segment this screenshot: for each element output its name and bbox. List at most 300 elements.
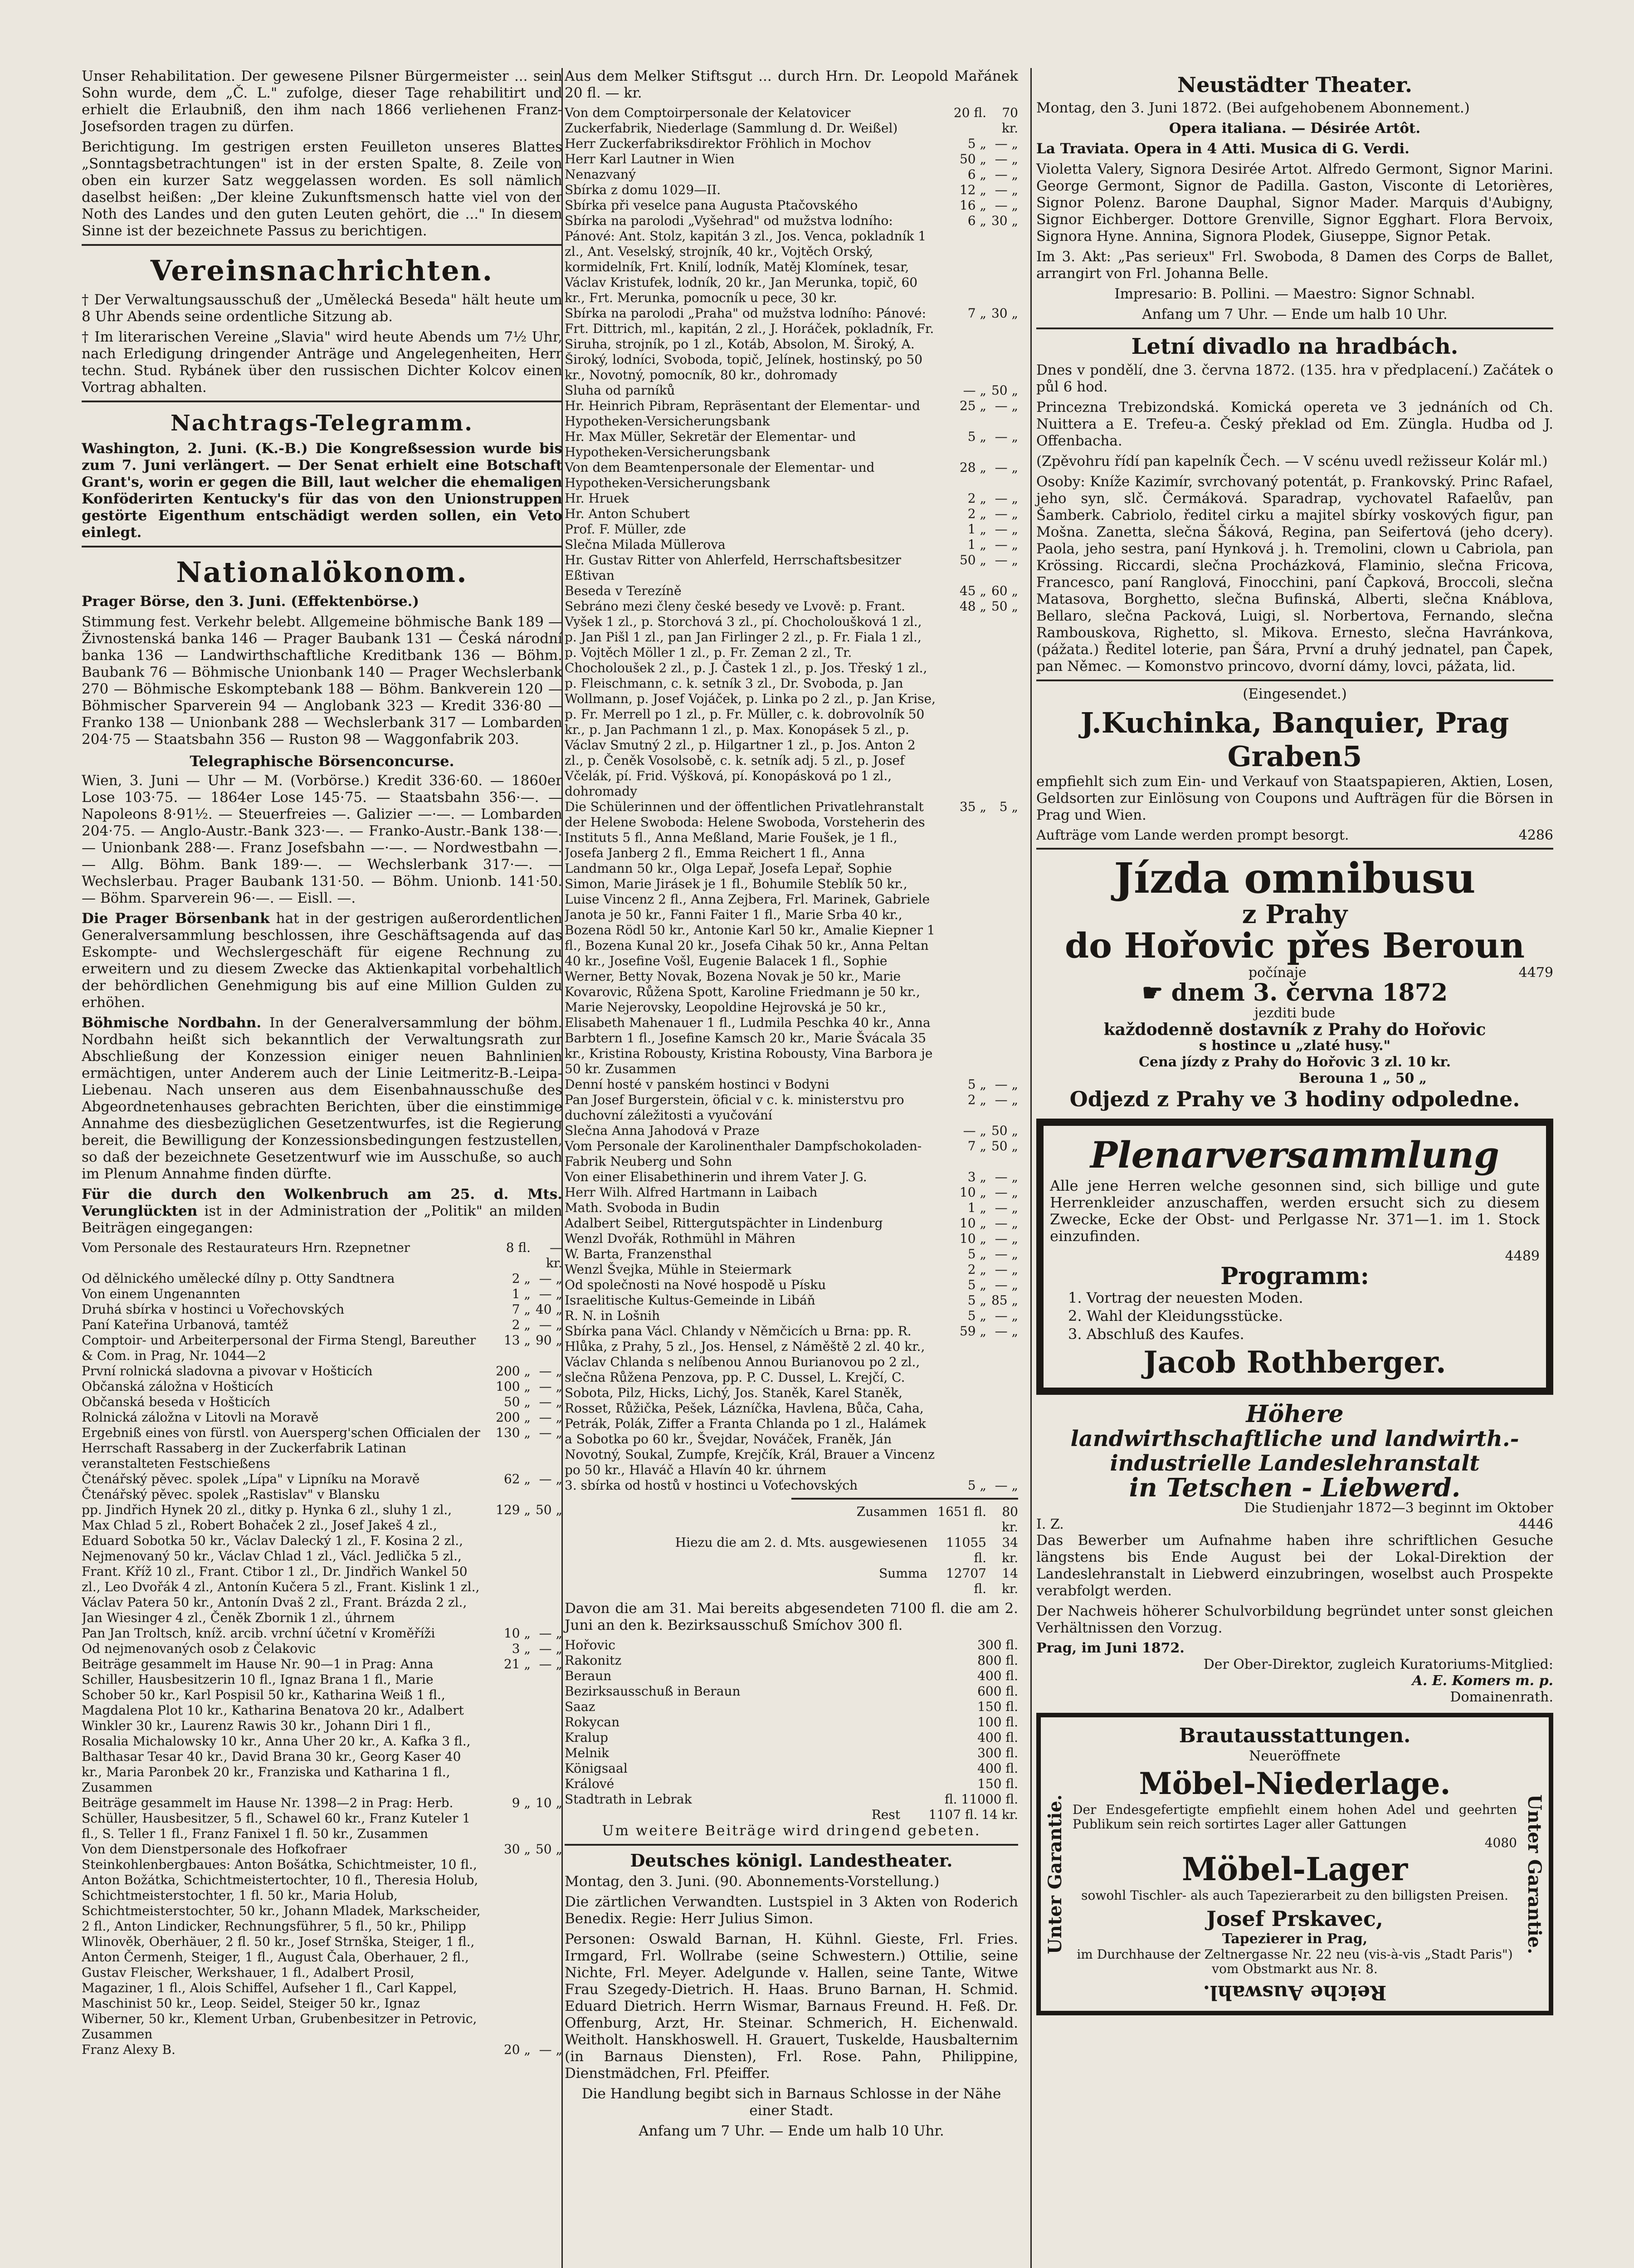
theater-cast: Personen: Oswald Barnan, H. Kühnl. Gieste, Frl. Fries. Irmgard, Frl. Wollrabe (seine Schwestern.) Ottilie, seine Nichte, Frl. Meyer. Adelgunde v. Hallen, seine Tante, Witwe Frau Szegedy-Dietrich. H. Haas. Bruno Barnan, H. Schmid. Eduard Dietrich. Herrn Wismar, Barnaus Freund. H. Feß. Dr. Offenburg, Arzt, Hr. Steinar. Schmerich, H. Eichenwald. Weitholt. Hanskhoswell. H. Grauert, Tuskelde, Hausbalternim (in Barnaus Diensten), Frl. Rose. Pahn, Philippine, Dienstmädchen, Frl. Pfeiffer. — [565, 1931, 1018, 2082]
donation-name: R. N. in Lošnih — [565, 1308, 660, 1323]
divider — [82, 546, 562, 547]
hoehere-line3: industrielle Landeslehranstalt — [1110, 1451, 1480, 1476]
boerse-head: Prager Börse, den 3. Juni. (Effektenbörse.) — [82, 593, 419, 610]
braut-addr: im Durchhause der Zeltnergasse Nr. 22 neu (vis-à-vis „Stadt Paris") vom Obstmarkt aus Nr. 8. — [1077, 1947, 1513, 1976]
total-row: Hiezu die am 2. d. Mts. ausgewiesenen 11055 fl. 34 kr. — [675, 1535, 1018, 1565]
donation-row — [565, 1277, 1018, 1293]
donation-amount-fl: 300 fl. — [977, 1745, 1018, 1760]
donation-row — [565, 1293, 1018, 1308]
donation-row — [82, 1410, 562, 1425]
donation-name: W. Barta, Franzensthal — [565, 1246, 712, 1261]
divider — [791, 1498, 1018, 1500]
braut-store: Möbel-Niederlage. — [1139, 1766, 1451, 1801]
donation-amount-kr: — „ — [995, 1478, 1018, 1493]
hoehere-text2: Der Nachweis höherer Schulvorbildung begründet unter sonst gleichen Verhältnissen den Vorzug. — [1036, 1603, 1553, 1636]
donation-row — [565, 398, 1018, 429]
section-title-nachtrag: Nachtrags-Telegramm. — [171, 411, 473, 436]
jizda-service: každodenně dostavník z Prahy do Hořovic — [1103, 1020, 1486, 1039]
donation-amount-fl: 5 „ — [967, 1478, 986, 1493]
divider — [1036, 679, 1553, 681]
donation-row — [565, 383, 1018, 398]
donation-amount-fl: 5 „ — [967, 1246, 986, 1261]
donation-amount-kr: 10 „ — [535, 1795, 562, 1810]
donation-row — [565, 1684, 1018, 1699]
donation-row — [565, 1637, 1018, 1653]
donation-row — [565, 1668, 1018, 1684]
donation-row — [565, 1139, 1018, 1169]
hoehere-title2: Domainenrath. — [1450, 1689, 1553, 1705]
donation-amount-kr: — „ — [539, 1364, 562, 1378]
donation-row — [565, 522, 1018, 537]
donation-row — [565, 1761, 1018, 1776]
donation-amount-fl: 400 fl. — [977, 1730, 1018, 1745]
nordbahn-text: In der Generalversammlung der böhm. Nordbahn heißt sich bekanntlich der Verwaltungsrath zur Abschließung der Konzession einiger neuen Bahnlinien ermächtigen, unter Anderem auch der Linie Leitmeritz-B.-Leipa-Liebenau. Nach unseren aus dem Eisenbahnausschuße des Abgeordnetenhauses gebrachten Berichten, über die einstimmige Annahme des diesbezüglichen Gesetzentwurfes, ist die Regierung bereit, die Bewilligung der Konzessionsbedingungen festzustellen, so daß der bezeichnete Gesetzentwurf wie im Ausschuße, so auch im Plenum Annahme finden dürfte. — [82, 1015, 562, 1182]
donation-row — [82, 1271, 562, 1286]
donation-name: Math. Svoboda in Budin — [565, 1200, 720, 1215]
donation-amount-kr: — „ — [995, 1231, 1018, 1246]
donation-amount-fl: 50 „ — [959, 552, 986, 567]
donation-row — [565, 506, 1018, 522]
donation-row — [565, 1092, 1018, 1123]
donation-amount-fl: 5 „ — [967, 1293, 986, 1308]
donation-name: Vom Personale des Restaurateurs Hrn. Rzepnetner — [82, 1240, 410, 1255]
programm-item: 3. Abschluß des Kaufes. — [1068, 1325, 1244, 1343]
donation-amount-kr: 50 „ — [535, 1502, 562, 1517]
donation-row — [82, 1302, 562, 1317]
donation-row — [565, 1776, 1018, 1792]
theater-times: Anfang um 7 Uhr. — Ende um halb 10 Uhr. — [639, 2123, 944, 2139]
donation-row — [565, 198, 1018, 213]
donation-amount-kr: — „ — [995, 152, 1018, 166]
donation-amount-kr: — „ — [995, 1077, 1018, 1092]
donation-name: Ergebniß eines von fürstl. von Auersperg'schen Officialen der Herrschaft Rassaberg in der Zuckerfabrik Latinan veranstalteten Festschießens — [82, 1425, 480, 1471]
donation-amount-kr: — „ — [995, 1169, 1018, 1184]
donation-name: Druhá sbírka v hostinci u Vořechovských — [82, 1302, 345, 1317]
donation-amount-fl: 7 „ — [512, 1302, 531, 1317]
donation-amount-fl: 10 „ — [959, 1231, 986, 1246]
donation-name: Občanská záložna v Hošticích — [82, 1379, 273, 1394]
programm-item: 1. Vortrag der neuesten Moden. — [1068, 1289, 1303, 1306]
donation-amount-kr: — „ — [539, 1626, 562, 1641]
total-row: Zusammen 1651 fl. 80 kr. — [856, 1504, 1018, 1535]
donation-amount-kr: — „ — [539, 1425, 562, 1440]
hoehere-iz: I. Z. — [1036, 1516, 1064, 1532]
donation-name: Königsaal — [565, 1761, 628, 1776]
donation-amount-kr: — „ — [995, 1324, 1018, 1339]
donation-name: Von dem Dienstpersonale des Hofkofraer Steinkohlenbergbaues: Anton Bošátka, Schichtmeister, 10 fl., Anton Božátka, Schichtmeistertochter, 10 fl., Theresia Holub, Schichtmeisterstochter, 1 fl. 50 kr., Maria Holub, Schichtmeisterstochter, 50 kr., Johann Mladek, Markscheider, 2 fl., Anton Lindicker, Rechnungsführer, 5 fl., 50 kr., Philipp Wlinověk, Oberhäuer, 2 fl. 50 kr., Josef Strnška, Steiger, 1 fl., Anton Čermenh, Steiger, 1 fl., August Čala, Oberhauer, 2 fl., Gustav Fleischer, Werkshauer, 1 fl., Adalbert Prosil, Magaziner, 1 fl., Alois Schiffel, Aufseher 1 fl., Carl Kappel, Maschinist 50 kr., Leop. Seidel, Steiger 50 kr., Ignaz Wiberner, 50 kr., Klement Urban, Grubenbesitzer in Petrovic, Zusammen — [82, 1842, 481, 2042]
pointing-hand-icon: ☛ — [1141, 979, 1171, 1007]
donation-amount-fl: 50 „ — [503, 1394, 531, 1409]
tele-text: Wien, 3. Juni — Uhr — M. (Vorbörse.) Kredit 336·60. — 1860er Lose 103·75. — 1864er Lose 145·75. — Staatsbahn 356·—. — Napoleons 8·91½. — Steuerfreies —. Galizier —·—. — Lombarden 204·75. — Anglo-Austr.-Bank 323·—. — Franko-Austr.-Bank 138·—. — Unionbank 288·—. Franz Josefsbahn —·—. — Nordwestbahn —. — Allg. Böhm. Bank 189·—. — Wechslerbank 317·—. — Wechslerbau. Prager Baubank 131·50. — Böhm. Unionb. 141·50. — Böhm. Sparverein 96·—. — Eisll. —. — [82, 772, 562, 906]
boerse-text: Stimmung fest. Verkehr belebt. Allgemeine böhmische Bank 189 — Živnostenská banka 146 — Prager Baubank 131 — Česká národní banka 136 — Landwirthschaftliche Kreditbank 136 — Böhm. Baubank 76 — Böhmische Unionbank 140 — Prager Wechslerbank 270 — Böhmische Eskomptebank 188 — Böhm. Bankverein 120 — Böhmischer Sparverein 94 — Anglobank 323 — Kredit 336·80 — Franko 138 — Unionbank 288 — Wechslerbank 317 — Lombarden 204·75 — Staatsbahn 356 — Ruston 98 — Waggonfabrik 203. — [82, 614, 562, 748]
donation-amount-kr: — „ — [995, 398, 1018, 413]
donation-name: Melnik — [565, 1745, 610, 1760]
donation-row — [82, 1425, 562, 1471]
donation-amount-fl: 9 „ — [512, 1795, 531, 1810]
donation-amount-fl: 3 „ — [512, 1641, 531, 1656]
donation-name: Beiträge gesammelt im Hause Nr. 1398—2 in Prag: Herb. Schüller, Hausbesitzer, 5 fl., Schawel 60 kr., Franz Kuteler 1 fl., S. Teller 1 fl., Franz Fanixel 1 fl. 50 kr., Zusammen — [82, 1795, 471, 1841]
divider — [1036, 327, 1553, 329]
donation-name: Čtenářský pěvec. spolek „Rastislav" v Blansku — [82, 1487, 380, 1502]
donation-row — [565, 599, 1018, 799]
donation-row — [565, 1308, 1018, 1324]
donation-name: Saaz — [565, 1699, 595, 1714]
donation-name: Israelitische Kultus-Gemeinde in Libáň — [565, 1293, 815, 1308]
donation-row — [565, 583, 1018, 599]
tele-head: Telegraphische Börsenconcurse. — [190, 753, 454, 770]
kuchinka-text2: Aufträge vom Lande werden prompt besorgt. — [1036, 827, 1349, 843]
donation-name: Herr Zuckerfabriksdirektor Fröhlich in Mochov — [565, 136, 871, 151]
donation-amount-fl: 8 fl. — [506, 1240, 531, 1255]
neust-play: La Traviata. Opera in 4 Atti. Musica di G. Verdi. — [1036, 141, 1410, 157]
donation-name: Hr. Gustav Ritter von Ahlerfeld, Herrschaftsbesitzer Eßtivan — [565, 552, 902, 583]
donation-amount-kr: — „ — [539, 1394, 562, 1409]
theater-play: Die zärtlichen Verwandten. Lustspiel in 3 Akten von Roderich Benedix. Regie: Herr Julius Simon. — [565, 1894, 1018, 1927]
donation-name: Franz Alexy B. — [82, 2042, 176, 2057]
donation-amount-kr: 50 „ — [991, 383, 1018, 398]
column-3 — [1036, 68, 1553, 2023]
braut-text: Der Endesgefertigte empfiehlt einem hohen Adel und geehrten Publikum sein reich sortirtes Lager aller Gattungen — [1073, 1802, 1517, 1832]
jizda-depart: Odjezd z Prahy ve 3 hodiny odpoledne. — [1069, 1087, 1520, 1111]
donation-row — [82, 1626, 562, 1641]
braut-side-right: Unter Garantie. — [1524, 1794, 1545, 1955]
divider — [565, 1844, 1018, 1846]
column-1 — [82, 68, 562, 2058]
donation-row — [565, 1478, 1018, 1493]
donation-list — [82, 1240, 562, 2058]
donation-amount-fl: 30 „ — [503, 1842, 531, 1857]
donation-amount-kr: — „ — [995, 136, 1018, 151]
donation-amount-kr: — „ — [995, 460, 1018, 475]
donation-amount-kr: — „ — [995, 198, 1018, 213]
donation-amount-kr: — „ — [995, 1246, 1018, 1261]
donation-amount-kr: — „ — [995, 491, 1018, 506]
donation-row — [565, 1699, 1018, 1715]
donation-name: Pan Jan Troltsch, kníž. arcib. vrchní účetní v Kroměříži — [82, 1626, 435, 1641]
donation-amount-kr: 50 „ — [535, 1842, 562, 1857]
jizda-date: dnem 3. června 1872 — [1171, 979, 1448, 1007]
braut-num: 4080 — [1484, 1835, 1517, 1850]
donation-amount-fl: 5 „ — [967, 1077, 986, 1092]
nordbahn-head: Böhmische Nordbahn. — [82, 1015, 262, 1031]
donation-amount-kr: — „ — [995, 167, 1018, 182]
donation-amount-fl: 400 fl. — [977, 1668, 1018, 1683]
donation-name: Von einer Elisabethinerin und ihrem Vater J. G. — [565, 1169, 867, 1184]
donation-row — [565, 306, 1018, 383]
braut-lager: Möbel-Lager — [1181, 1850, 1408, 1888]
donation-name: První rolnická sladovna a pivovar v Hošticích — [82, 1364, 373, 1378]
donation-name: Denní hosté v panském hostinci v Bodyni — [565, 1077, 829, 1092]
kuchinka-title: J.Kuchinka, Banquier, Prag Graben5 — [1080, 706, 1509, 773]
donation-amount-fl: 7 „ — [967, 1139, 986, 1154]
theater-date: Montag, den 3. Juni. (90. Abonnements-Vorstellung.) — [565, 1873, 940, 1890]
donation-row — [82, 1502, 562, 1626]
braut-job: Tapezierer in Prag, — [1222, 1931, 1368, 1947]
donation-amount-kr: 85 „ — [991, 1293, 1018, 1308]
donation-row — [82, 1240, 562, 1271]
jizda-num: 4479 — [1518, 965, 1553, 981]
donation-row — [565, 1169, 1018, 1185]
donation-name: Herr Karl Lautner in Wien — [565, 152, 735, 166]
donation-name: Hořovic — [565, 1637, 615, 1652]
donation-row — [82, 1286, 562, 1302]
donation-amount-kr: — „ — [995, 182, 1018, 197]
hoehere-line2: landwirthschaftliche und landwirth.- — [1070, 1426, 1519, 1452]
donation-amount-kr: — „ — [995, 1216, 1018, 1231]
donation-amount-kr: — „ — [539, 1471, 562, 1486]
letni-play: Princezna Trebizondská. Komická opereta ve 3 jednáních od Ch. Nuittera a E. Trefeu-a. Český překlad od Em. Züngla. Hudba od J. Offenbacha. — [1036, 399, 1553, 449]
hoehere-name: A. E. Komers m. p. — [1412, 1673, 1553, 1689]
donation-row — [82, 1487, 562, 1502]
donation-name: Pan Josef Burgerstein, öficial v c. k. ministerstvu pro duchovní záležitosti a vyučování — [565, 1092, 904, 1123]
donation-name: Od dělnického umělecké dílny p. Otty Sandtnera — [82, 1271, 395, 1286]
divider — [82, 244, 562, 246]
hoehere-text: Das Bewerber um Aufnahme haben ihre schriftlichen Gesuche längstens bis Ende August bei der Lokal-Direktion der Landeslehranstalt in Liebwerd einzubringen, woselbst auch Prospekte verabfolgt werden. — [1036, 1532, 1553, 1599]
hoehere-title: Höhere — [1246, 1400, 1344, 1428]
donation-amount-kr: — „ — [539, 1286, 562, 1301]
donation-name: Herr Wilh. Alfred Hartmann in Laibach — [565, 1185, 818, 1200]
jizda-daily: jezditi bude — [1254, 1005, 1336, 1021]
braut-name: Josef Prskavec, — [1206, 1906, 1383, 1931]
boerse-bank-head: Die Prager Börsenbank — [82, 910, 270, 927]
article-intro: Unser Rehabilitation. Der gewesene Pilsner Bürgermeister ... sein Sohn wurde, dem „Č. L." zufolge, dieser Tage rehabilitirt und erhielt die Erlaubniß, den ihm nach 1866 verliehenen Franz-Josefsorden tragen zu dürfen. — [82, 68, 562, 135]
donation-name: Comptoir- und Arbeiterpersonal der Firma Stengl, Bareuther & Com. in Prag, Nr. 1044—2 — [82, 1333, 476, 1363]
donation-amount-fl: 3 „ — [967, 1169, 986, 1184]
donation-amount-fl: 2 „ — [512, 1271, 531, 1286]
donation-amount-kr: 50 „ — [991, 599, 1018, 614]
donation-amount-kr: — „ — [539, 1271, 562, 1286]
donation-row — [82, 1379, 562, 1394]
donation-amount-fl: 5 „ — [967, 429, 986, 444]
donation-amount-fl: 1 „ — [967, 537, 986, 552]
divider — [82, 401, 562, 402]
plenar-text: Alle jene Herren welche gesonnen sind, sich billige und gute Herrenkleider anzuschaffen, werden ersucht sich zu diesem Zwecke, Ecke der Obst- und Perlgasse Nr. 371—1. im 1. Stock einzufinden. — [1050, 1177, 1540, 1245]
ad-landeslehranstalt — [1036, 1402, 1553, 1706]
donation-row — [82, 1471, 562, 1487]
column-rule — [1030, 68, 1032, 2268]
kuchinka-num: 4286 — [1518, 827, 1553, 843]
neust-act: Im 3. Akt: „Pas serieux" Frl. Swoboda, 8 Damen des Corps de Ballet, arrangirt von Frl. Johanna Belle. — [1036, 249, 1553, 282]
jizda-price2: Berouna 1 „ 50 „ — [1298, 1070, 1427, 1086]
braut-bottom: Reiche Auswahl. — [1203, 1981, 1387, 2004]
jizda-route: do Hořovic přes Beroun — [1065, 925, 1525, 966]
donation-amount-fl: 7 „ — [967, 306, 986, 321]
donation-name: Beraun — [565, 1668, 612, 1683]
donation-name: Králové — [565, 1776, 615, 1791]
donation-name: Hr. Heinrich Pibram, Repräsentant der Elementar- und Hypotheken-Versicherungsbank — [565, 398, 920, 429]
donation-amount-fl: 130 „ — [496, 1425, 531, 1440]
donation-amount-kr: 50 „ — [991, 1139, 1018, 1154]
donation-name: Kralup — [565, 1730, 608, 1745]
donation-row — [565, 105, 1018, 136]
donation-amount-fl: 45 „ — [959, 583, 986, 598]
nachtrag-text: Washington, 2. Juni. (K.-B.) Die Kongreßsession wurde bis zum 7. Juni verlängert. — Der Senat erhielt eine Botschaft Grant's, worin er gegen die Bill, laut welcher die ehemaligen Konföderirten Kentucky's für das von den Unionstruppen gestörte Eigenthum entschädigt werden sollen, ein Veto einlegt. — [82, 440, 562, 541]
donation-name: Od společnosti na Nové hospodě u Písku — [565, 1277, 826, 1292]
donation-amount-kr: — „ — [995, 1200, 1018, 1215]
jizda-start: počínaje — [1248, 965, 1307, 981]
donation-name: Sbírka na parolodi „Praha" od mužstva lodního: Pánové: Frt. Dittrich, ml., kapitán, 2 zl., J. Horáček, pokladník, Fr. Siruha, strojník, po 1 zl., Kotáb, Absolon, M. Široký, A. Široký, lodníci, Svoboda, topič, Jelínek, hostinský, po 50 kr., Novotný, pomocník, 80 kr., dohromady — [565, 306, 934, 382]
ad-kuchinka — [1036, 706, 1553, 843]
donation-row — [565, 182, 1018, 198]
donation-amount-kr: 40 „ — [535, 1302, 562, 1317]
donation-row — [565, 1231, 1018, 1246]
neust-date: Montag, den 3. Juni 1872. (Bei aufgehobenem Abonnement.) — [1036, 100, 1470, 116]
divider — [1036, 848, 1553, 850]
donation-row — [82, 1842, 562, 2042]
theater-title: Deutsches königl. Landestheater. — [630, 1850, 953, 1871]
donation-amount-kr: 30 „ — [991, 213, 1018, 228]
donation-name: Sbírka při veselce pana Augusta Ptačovského — [565, 198, 858, 213]
donation-name: 3. sbírka od hostů v hostinci u Voťechovských — [565, 1478, 858, 1493]
theater-place: Die Handlung begibt sich in Barnaus Schlosse in der Nähe einer Stadt. — [581, 2086, 1001, 2119]
jizda-title: Jízda omnibusu — [1114, 854, 1476, 903]
donation-row — [565, 1185, 1018, 1200]
hoehere-sig: Der Ober-Direktor, zugleich Kuratoriums-Mitglied: — [1203, 1657, 1553, 1672]
donation-amount-kr: — „ — [995, 1092, 1018, 1107]
donation-amount-fl: 1 „ — [967, 1200, 986, 1215]
donation-amount-kr: — kr. — [546, 1240, 562, 1271]
donation-amount-fl: 25 „ — [959, 398, 986, 413]
donation-row — [82, 1657, 562, 1795]
hoehere-num: 4446 — [1518, 1516, 1553, 1532]
donation-row — [565, 1324, 1018, 1478]
donation-name: Slečna Anna Jahodová v Praze — [565, 1123, 760, 1138]
donation-name: Sbírka z domu 1029—II. — [565, 182, 721, 197]
donation-row — [565, 491, 1018, 506]
donation-name: Rakonitz — [565, 1653, 622, 1668]
donation-amount-fl: 200 „ — [496, 1364, 531, 1378]
donation-row — [565, 1077, 1018, 1092]
letni-date: Dnes v pondělí, dne 3. června 1872. (135. hra v předplacení.) Začátek o půl 6 hod. — [1036, 362, 1553, 395]
braut-title: Brautausstattungen. — [1179, 1724, 1411, 1747]
donation-name: Nenazvaný — [565, 167, 636, 182]
donation-name: Sbírka pana Václ. Chlandy v Němčicích u Brna: pp. R. Hlůka, z Prahy, 5 zl., Jos. Hensel, z Náměště 2 zl. 40 kr., Václav Chlanda s nelíbenou Annou Burianovou po 2 zl., slečna Růžena Penzova, pp. P. C. Dussel, L. Krejčí, C. Sobota, Pilz, Hicks, Lichý, Jos. Staněk, Karel Staněk, Rosset, Růžička, Pešek, Lázníčka, Havlena, Bůča, Caha, Petrák, Polák, Ziffer a Franta Chlanda po 1 zl., Halámek a Sobotka po 60 kr., Švejdar, Nováček, Franěk, Ján Novotný, Soukal, Zumpfe, Krejčík, Král, Brauer a Vincenz po 50 kr., Hlaváč a Hlavín 40 kr. úhrnem — [565, 1324, 935, 1477]
donation-name: pp. Jindřich Hynek 20 zl., ditky p. Hynka 6 zl., sluhy 1 zl., Max Chlad 5 zl., Robert Bohaček 2 zl., Josef Jakeš 4 zl., Eduard Sobotka 50 kr., Václav Dalecký 1 zl., F. Kosina 2 zl., Nejmenovaný 50 kr., Václav Chlad 1 zl., Václ. Jedlička 5 zl., Frant. Kříž 10 zl., Frant. Ctibor 1 zl., Dr. Jindřich Wankel 50 zl., Leo Dvořák 4 zl., Antonín Kučera 5 zl., Frant. Kislink 1 zl., Václav Patera 50 kr., Antonín Dvaš 2 zl., Frant. Brázda 2 zl., Jan Wiesinger 4 zl., Čeněk Zbornik 1 zl., úhrnem — [82, 1502, 480, 1625]
donation-amount-kr: — „ — [995, 537, 1018, 552]
donation-row — [565, 167, 1018, 182]
section-title-vereins: Vereinsnachrichten. — [150, 254, 494, 287]
donation-row — [565, 1216, 1018, 1231]
jizda-hotel: s hostince u „zlaté husy." — [1199, 1038, 1391, 1054]
donation-name: Slečna Milada Müllerova — [565, 537, 726, 552]
donation-amount-fl: 200 „ — [496, 1410, 531, 1425]
donation-amount-kr: 50 „ — [991, 1123, 1018, 1138]
distrib-row: Stadtrath in Lebrak fl. 11000 fl. — [565, 1792, 1018, 1807]
donation-name: Hr. Anton Schubert — [565, 506, 690, 521]
neust-cast: Violetta Valery, Signora Desirée Artot. Alfredo Germont, Signor Marini. George Germont, Signor de Padilla. Gaston, Visconte di Letorières, Signor Polenz. Barone Dauphal, Signor Mader. Marquis d'Aubigny, Signor Eichberger. Dottore Grenville, Signor Egghart. Flora Bervoix, Signora Hyne. Annina, Signora Plodek, Giuseppe, Signor Petak. — [1036, 161, 1553, 244]
donation-amount-fl: 16 „ — [959, 198, 986, 213]
donation-row — [565, 1123, 1018, 1139]
donation-name: Čtenářský pěvec. spolek „Lípa" v Lipníku na Moravě — [82, 1471, 420, 1486]
donation-amount-kr: — „ — [539, 1657, 562, 1672]
donation-amount-fl: 1 „ — [512, 1286, 531, 1301]
donation-amount-kr: — „ — [539, 2042, 562, 2057]
donation-row — [82, 1641, 562, 1657]
donation-name: Vom Personale der Karolinenthaler Dampfschokoladen-Fabrik Neuberg und Sohn — [565, 1139, 922, 1169]
donation-amount-fl: 100 fl. — [977, 1715, 1018, 1730]
donation-amount-kr — [531, 1487, 562, 1502]
donation-amount-fl: 2 „ — [967, 1092, 986, 1107]
neust-imp: Impresario: B. Pollini. — Maestro: Signor Schnabl. — [1114, 286, 1475, 302]
donation-amount-kr: 90 „ — [535, 1333, 562, 1348]
ad-moebel — [1036, 1713, 1553, 2015]
neust-opera: Opera italiana. — Désirée Artôt. — [1169, 120, 1421, 137]
column-2 — [565, 68, 1018, 2143]
donation-amount-fl: 5 „ — [967, 1308, 986, 1323]
letni-cast: Osoby: Kníže Kazimír, svrchovaný potentát, p. Frankovský. Princ Rafael, jeho syn, slč. Čermáková. Sparadrap, vychovatel Rafaelův, pan Šamberk. Cabriolo, ředitel cirku a majitel sbírky voskových figur, pan Mošna. Zanetta, slečna Šáková, Regina, pan Seifertová (jeho dcery). Paola, jeho sestra, paní Hynková j. h. Tremolini, clown u Cabriola, pan Krössing. Riccardi, slečna Procházková, Flaminio, slečna Fricova, Francesco, paní Ranglová, Finocchini, paní Čapková, Broccoli, slečna Matasova, Borghetto, slečna Bufinská, Alberti, slečna Knáblova, Bellaro, slečna Packová, Luigi, sl. Norbertova, Fernando, slečna Rambouskova, Righetto, sl. Mikova. Ernesto, slečna Havránkova, (pážata.) Ředitel loterie, pan Šára, První a druhý jednatel, pan Čapek, pan Němec. — Komonstvo princovo, dvorní dámy, lovci, pážata, lid. — [1036, 474, 1553, 675]
donation-amount-kr: — „ — [995, 1262, 1018, 1277]
vereins-item: † Der Verwaltungsausschuß der „Umělecká Beseda" hält heute um 8 Uhr Abends seine ordentliche Sitzung ab. — [82, 292, 562, 325]
hoehere-line4: in Tetschen - Liebwerd. — [1129, 1473, 1461, 1503]
donation-row — [565, 1730, 1018, 1745]
donation-row — [565, 152, 1018, 167]
donation-amount-fl: — „ — [963, 1123, 986, 1138]
donation-amount-fl: 600 fl. — [977, 1684, 1018, 1699]
letni-sing: (Zpěvohru řídí pan kapelník Čech. — V scénu uvedl režisseur Kolár ml.) — [1036, 453, 1548, 469]
donation-amount-kr: — „ — [539, 1641, 562, 1656]
distribution-list — [565, 1637, 1018, 1792]
section-title-national: Nationalökonom. — [176, 556, 468, 589]
donation-amount-kr: 60 „ — [991, 583, 1018, 598]
donation-amount-fl: 21 „ — [503, 1657, 531, 1672]
donation-name: Paní Kateřina Urbanová, tamtéž — [82, 1317, 288, 1332]
donation-row — [565, 1745, 1018, 1761]
donation-name: Prof. F. Müller, zde — [565, 522, 686, 537]
donation-amount-fl: 6 „ — [967, 167, 986, 182]
donation-amount-fl: 28 „ — [959, 460, 986, 475]
distrib-intro: Davon die am 31. Mai bereits abgesendeten 7100 fl. die am 2. Juni an den k. Bezirksausschuß Smíchov 300 fl. — [565, 1600, 1018, 1633]
donation-amount-kr: — „ — [995, 552, 1018, 567]
donation-amount-kr: — „ — [995, 1185, 1018, 1200]
donation-name: Adalbert Seibel, Rittergutspächter in Lindenburg — [565, 1216, 883, 1231]
eingesendet: (Eingesendet.) — [1243, 686, 1347, 702]
donation-amount-fl: — „ — [963, 383, 986, 398]
letni-title: Letní divadlo na hradbách. — [1131, 334, 1458, 359]
vereins-item: † Im literarischen Vereine „Slavia" wird heute Abends um 7½ Uhr, nach Erledigung dringender Anträge und Angelegenheiten, Herr techn. Stud. Rybánek über den russischen Dichter Kolcov einen Vortrag abhalten. — [82, 329, 562, 396]
donation-amount-fl: 300 fl. — [977, 1637, 1018, 1652]
donation-amount-fl: 20 fl. — [953, 105, 986, 120]
hoehere-date: Prag, im Juni 1872. — [1036, 1640, 1185, 1656]
donation-amount-fl: 50 „ — [959, 152, 986, 166]
donation-name: Rolnická záložna v Litovli na Moravě — [82, 1410, 319, 1425]
donation-amount-kr: — „ — [539, 1410, 562, 1425]
donation-amount-fl: 10 „ — [503, 1626, 531, 1641]
donation-amount-kr: — „ — [995, 522, 1018, 537]
donation-name: Von dem Comptoirpersonale der Kelatovicer Zuckerfabrik, Niederlage (Sammlung d. Dr. Weißel) — [565, 105, 898, 136]
donation-name: Hr. Hruek — [565, 491, 629, 506]
col2-top: Aus dem Melker Stiftsgut ... durch Hrn. Dr. Leopold Mařánek 20 fl. — kr. — [565, 68, 1018, 101]
donation-amount-fl: 35 „ — [959, 799, 986, 814]
programm-title: Programm: — [1220, 1262, 1369, 1290]
donation-name: Občanská beseda v Hošticích — [82, 1394, 271, 1409]
donation-row — [565, 552, 1018, 583]
donation-name: Von einem Ungenannten — [82, 1286, 240, 1301]
donation-row — [565, 1653, 1018, 1668]
donation-amount-fl — [481, 1487, 531, 1502]
donation-amount-kr: — „ — [995, 1277, 1018, 1292]
donation-amount-fl: 48 „ — [959, 599, 986, 614]
donation-amount-kr: 70 kr. — [1001, 105, 1018, 136]
neust-title: Neustädter Theater. — [1177, 73, 1412, 97]
donation-row — [565, 136, 1018, 152]
donation-amount-fl: 2 „ — [512, 1317, 531, 1332]
donation-row — [565, 1246, 1018, 1262]
donation-row — [82, 1394, 562, 1410]
donation-amount-fl: 1 „ — [967, 522, 986, 537]
donation-name: Beiträge gesammelt im Hause Nr. 90—1 in Prag: Anna Schiller, Hausbesitzerin 10 fl., Ignaz Brana 1 fl., Marie Schober 50 kr., Karl Pospisil 50 kr., Katharina Weiß 1 fl., Magdalena Plot 10 kr., Katharina Benatova 20 kr., Adalbert Winkler 30 kr., Laurenz Rawis 30 kr., Johann Diri 1 fl., Rosalia Michalowsky 10 kr., Anna Uher 20 kr., A. Kafka 3 fl., Balthasar Tesar 40 kr., David Brana 30 kr., Georg Kaser 40 kr., Maria Paronbek 20 kr., Franziska und Katharina 1 fl., Zusammen — [82, 1657, 471, 1795]
donation-row — [565, 1262, 1018, 1277]
donation-amount-fl: 10 „ — [959, 1185, 986, 1200]
